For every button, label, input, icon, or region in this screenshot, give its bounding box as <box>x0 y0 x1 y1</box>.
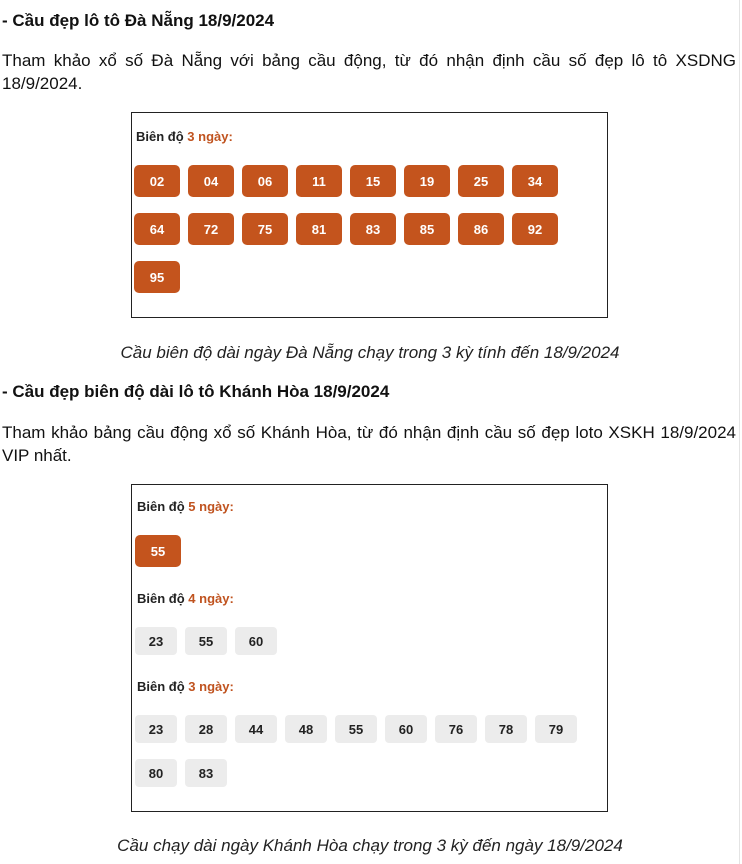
amplitude-label: Biên độ 3 ngày: <box>136 129 233 144</box>
number-chip[interactable]: 02 <box>134 165 180 197</box>
number-chip[interactable]: 48 <box>285 715 327 743</box>
number-chip[interactable]: 55 <box>135 535 181 567</box>
number-chip[interactable]: 75 <box>242 213 288 245</box>
caption-khanh-hoa: Cầu chạy dài ngày Khánh Hòa chạy trong 3 kỳ đến ngày 18/9/2024 <box>117 836 623 855</box>
number-chip[interactable]: 15 <box>350 165 396 197</box>
number-chip[interactable]: 64 <box>134 213 180 245</box>
section-heading-khanh-hoa: - Cầu đẹp biên độ dài lô tô Khánh Hòa 18/9/2024 <box>2 382 390 401</box>
number-chip[interactable]: 44 <box>235 715 277 743</box>
section-intro-khanh-hoa: Tham khảo bảng cầu động xổ số Khánh Hòa, từ đó nhận định cầu số đẹp loto XSKH 18/9/2024 VIP nhất. <box>2 423 736 465</box>
amplitude-label-5-days: Biên độ 5 ngày: <box>137 499 234 514</box>
number-chip[interactable]: 80 <box>135 759 177 787</box>
number-chip[interactable]: 19 <box>404 165 450 197</box>
number-chip[interactable]: 23 <box>135 627 177 655</box>
number-chip[interactable]: 34 <box>512 165 558 197</box>
number-chip[interactable]: 76 <box>435 715 477 743</box>
number-chip[interactable]: 83 <box>350 213 396 245</box>
number-chip[interactable]: 28 <box>185 715 227 743</box>
number-chip[interactable]: 55 <box>335 715 377 743</box>
number-chip[interactable]: 55 <box>185 627 227 655</box>
number-chip[interactable]: 85 <box>404 213 450 245</box>
bridge-table-khanh-hoa <box>131 484 608 812</box>
number-chip[interactable]: 95 <box>134 261 180 293</box>
number-chip[interactable]: 60 <box>235 627 277 655</box>
number-chip[interactable]: 04 <box>188 165 234 197</box>
amplitude-label-4-days: Biên độ 4 ngày: <box>137 591 234 606</box>
number-chip[interactable]: 78 <box>485 715 527 743</box>
amplitude-label-3-days: Biên độ 3 ngày: <box>137 679 234 694</box>
page-edge-divider <box>739 0 740 864</box>
number-chip[interactable]: 83 <box>185 759 227 787</box>
number-chip[interactable]: 25 <box>458 165 504 197</box>
number-chip[interactable]: 11 <box>296 165 342 197</box>
number-chip[interactable]: 81 <box>296 213 342 245</box>
number-chip[interactable]: 86 <box>458 213 504 245</box>
number-chip[interactable]: 60 <box>385 715 427 743</box>
section-heading-da-nang: - Cầu đẹp lô tô Đà Nẵng 18/9/2024 <box>2 11 275 30</box>
bridge-table-da-nang <box>131 112 608 318</box>
number-chip[interactable]: 79 <box>535 715 577 743</box>
number-chip[interactable]: 06 <box>242 165 288 197</box>
number-chip[interactable]: 23 <box>135 715 177 743</box>
number-chip[interactable]: 92 <box>512 213 558 245</box>
caption-da-nang: Cầu biên độ dài ngày Đà Nẵng chạy trong 3 kỳ tính đến 18/9/2024 <box>120 343 620 362</box>
section-intro-da-nang: Tham khảo xổ số Đà Nẵng với bảng cầu động, từ đó nhận định cầu số đẹp lô tô XSDNG 18/9/2024. <box>2 51 736 93</box>
number-chip[interactable]: 72 <box>188 213 234 245</box>
